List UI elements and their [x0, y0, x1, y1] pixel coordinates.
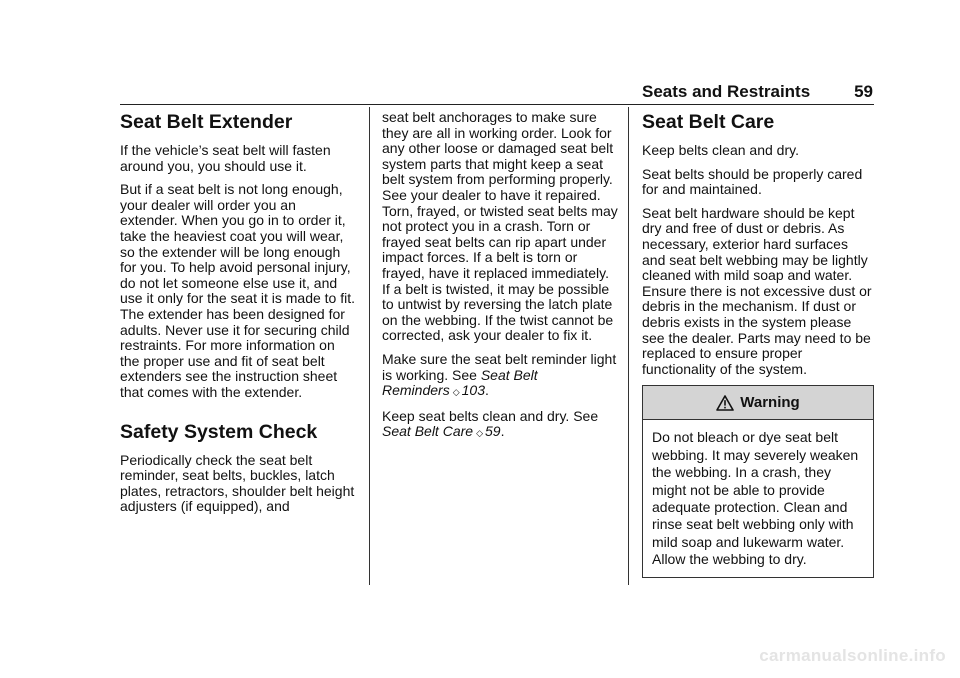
- warning-header: [643, 386, 873, 420]
- paragraph: But if a seat belt is not long enough, your dealer will order you an extender. When you go in to order it, take the heaviest coat you will wear, so the extender will be long enough for you. To help avoid personal injury, do not let someone else use it, and use it only for the seat it is made to fit. The extender has been designed for adults. Never use it for securing child restraints. For more information on the proper use and fit of seat belt extenders see the instruction sheet that comes with the extender.: [120, 181, 355, 400]
- paragraph: Seat belt hardware should be kept dry and free of dust or debris. As necessary, exterior hard surfaces and seat belt webbing may be lightly cleaned with mild soap and water. Ensure there is not excessive dust or debris in the mechanism. If dust or debris exists in the system please see the dealer. Parts may need to be replaced to ensure proper functionality of the system.: [642, 204, 872, 377]
- column-middle: [382, 110, 618, 450]
- warning-title: Warning: [740, 394, 800, 412]
- column-right: [642, 107, 874, 578]
- page-ref-number[interactable]: 59: [484, 423, 501, 440]
- paragraph: Make sure the seat belt reminder light is working. See Seat Belt Reminders ◇ 103.: [382, 350, 617, 399]
- column-divider: [628, 107, 629, 585]
- header-rule: [120, 104, 874, 105]
- heading-seat-belt-extender: Seat Belt Extender: [120, 111, 293, 133]
- section-title: Seats and Restraints: [642, 82, 811, 101]
- watermark: carmanualsonline.info: [759, 646, 946, 665]
- warning-box: [642, 385, 874, 577]
- column-left: [120, 107, 356, 523]
- heading-safety-system-check: Safety System Check: [120, 420, 318, 443]
- link-seat-belt-care[interactable]: Seat Belt Care: [382, 423, 474, 440]
- warning-triangle-icon: [716, 395, 734, 411]
- link-seat-belt-reminders[interactable]: Seat Belt Reminders: [382, 366, 538, 399]
- page-ref-number[interactable]: 103: [461, 382, 485, 399]
- warning-text: Do not bleach or dye seat belt webbing. It may severely weaken the webbing. In a crash, they might not be able to provide adequate protection. Clean and rinse seat belt webbing only with mild soap and lukewarm water. Allow the webbing to dry.: [652, 429, 859, 568]
- paragraph-text: Make sure the seat belt reminder light is working. See: [382, 350, 617, 383]
- page-header: [642, 82, 873, 102]
- page-reference-arrow-icon: ◇: [476, 428, 483, 439]
- paragraph: Keep belts clean and dry.: [642, 142, 799, 158]
- paragraph: Seat belts should be properly cared for and maintained.: [642, 165, 863, 198]
- heading-seat-belt-care: Seat Belt Care: [642, 111, 775, 133]
- page-number: 59: [854, 82, 873, 101]
- paragraph-text: Keep seat belts clean and dry. See: [382, 407, 599, 424]
- paragraph: seat belt anchorages to make sure they are all in working order. Look for any other loose or damaged seat belt system parts that might keep a seat belt system from performing properly. See your dealer to have it repaired. Torn, frayed, or twisted seat belts may not protect you in a crash. Torn or frayed seat belts can rip apart under impact forces. If a belt is torn or frayed, have it replaced immediately. If a belt is twisted, it may be possible to untwist by reversing the latch plate on the webbing. If the twist cannot be corrected, ask your dealer to fix it.: [382, 109, 618, 344]
- column-divider: [369, 107, 370, 585]
- paragraph: Periodically check the seat belt reminder, seat belts, buckles, latch plates, retractors, shoulder belt height adjusters (if equipped), and: [120, 451, 355, 515]
- paragraph: If the vehicle’s seat belt will fasten around you, you should use it.: [120, 142, 331, 174]
- page-reference-arrow-icon: ◇: [452, 387, 460, 398]
- paragraph: Keep seat belts clean and dry. See Seat Belt Care ◇ 59.: [382, 407, 599, 440]
